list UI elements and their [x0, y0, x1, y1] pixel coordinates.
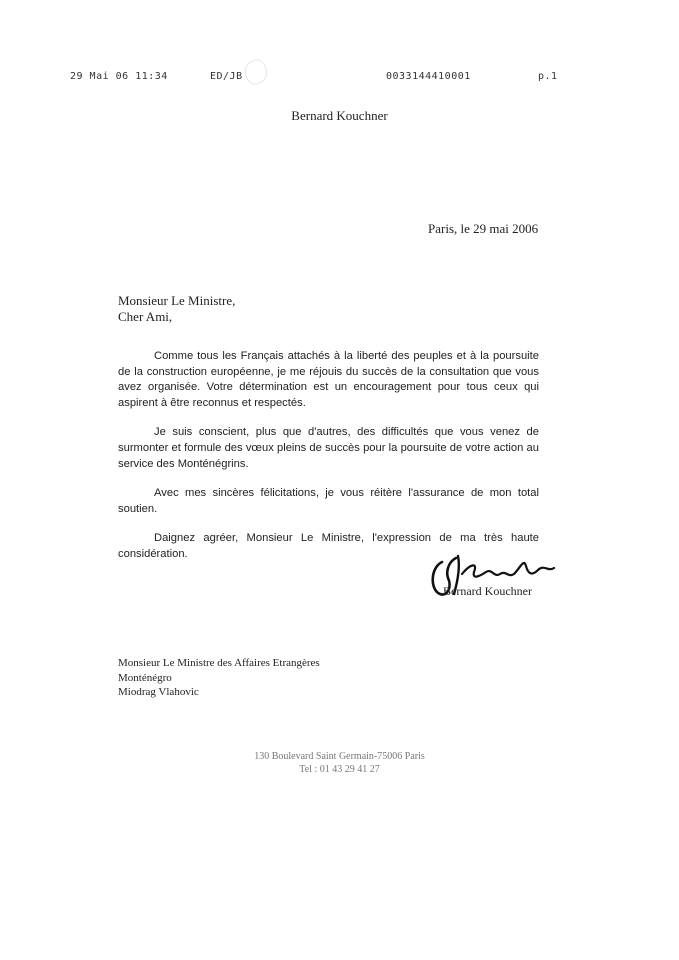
fax-date: 29 Mai 06 11:34 — [70, 71, 168, 82]
salutation — [118, 293, 235, 325]
letter-body — [118, 349, 539, 577]
fax-number: 0033144410001 — [386, 71, 471, 82]
recipient-line: Miodrag Vlahovic — [118, 686, 199, 698]
date-line: Paris, le 29 mai 2006 — [428, 221, 539, 236]
footer-address: 130 Boulevard Saint Germain-75006 Paris — [254, 751, 425, 762]
recipient-line: Monsieur Le Ministre des Affaires Etrangères — [118, 657, 320, 669]
letterhead: Bernard Kouchner — [291, 108, 388, 123]
fax-page-number: p.1 — [538, 71, 558, 82]
signer-name: Bernard Kouchner — [443, 584, 532, 598]
closing-paragraph: Daignez agréer, Monsieur Le Ministre, l'expression de ma très haute considération. — [118, 532, 539, 560]
salutation-line: Cher Ami, — [118, 309, 173, 324]
fax-smudge-mark — [242, 57, 271, 87]
recipient-line: Monténégro — [118, 671, 172, 684]
body-paragraph: Je suis conscient, plus que d'autres, des difficultés que vous venez de surmonter et formule des vœux pleins de succès pour la poursuite de votre action au service des Monténégrins. — [118, 426, 539, 470]
body-paragraph: Comme tous les Français attachés à la liberté des peuples et à la poursuite de la construction européenne, je me réjouis du succès de la consultation que vous avez organisée. Votre détermination est un encouragement pour tous ceux qui aspirent à être reconnus et respectés. — [118, 350, 539, 409]
footer — [0, 750, 679, 776]
recipient-block — [118, 656, 320, 700]
salutation-line: Monsieur Le Ministre, — [118, 293, 236, 308]
body-paragraph: Avec mes sincères félicitations, je vous réitère l'assurance de mon total soutien. — [118, 487, 539, 515]
fax-reference: ED/JB — [210, 71, 243, 82]
footer-phone: Tel : 01 43 29 41 27 — [299, 764, 380, 775]
